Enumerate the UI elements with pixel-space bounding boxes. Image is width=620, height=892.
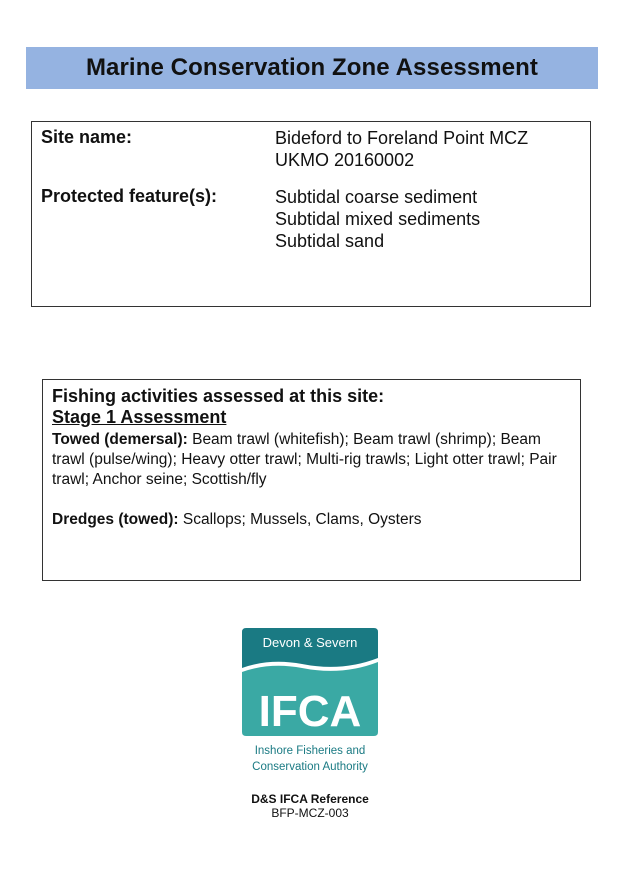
reference-code: BFP-MCZ-003: [271, 806, 349, 820]
stage-heading: Stage 1 Assessment: [52, 407, 227, 427]
feature-item: Subtidal coarse sediment: [275, 187, 478, 207]
features-label: Protected feature(s):: [41, 186, 218, 206]
logo-sub-line2: Conservation Authority: [252, 761, 368, 773]
site-name-line: Bideford to Foreland Point MCZ: [275, 128, 529, 148]
ifca-logo: [242, 628, 378, 778]
logo-top-text: Devon & Severn: [262, 635, 358, 650]
fishing-activities-box: [42, 379, 581, 581]
reference-label: D&S IFCA Reference: [251, 792, 369, 806]
logo-sub-line1: Inshore Fisheries and: [254, 745, 366, 757]
feature-item: Subtidal sand: [275, 231, 385, 251]
title-bar: [26, 47, 598, 89]
towed-paragraph: [52, 430, 571, 490]
logo-main-text: IFCA: [258, 687, 362, 736]
site-name-value: [275, 127, 528, 171]
site-code-line: UKMO 20160002: [275, 150, 415, 170]
features-list: [275, 186, 480, 252]
fishing-heading: Fishing activities assessed at this site:: [52, 386, 385, 406]
page-title: Marine Conservation Zone Assessment: [85, 54, 539, 81]
dredges-label: Dredges (towed):: [52, 511, 179, 528]
dredges-text: Scallops; Mussels, Clams, Oysters: [178, 511, 422, 528]
site-info-box: [31, 121, 591, 307]
site-name-label: Site name:: [41, 127, 133, 147]
towed-text: Beam trawl (whitefish); Beam trawl (shrimp); Beam trawl (pulse/wing); Heavy otter trawl; Multi-rig trawls; Light otter trawl; Pair trawl; Anchor seine; Scottish/fly: [52, 431, 557, 488]
feature-item: Subtidal mixed sediments: [275, 209, 481, 229]
towed-label: Towed (demersal):: [52, 431, 188, 448]
dredges-paragraph: [52, 510, 571, 530]
